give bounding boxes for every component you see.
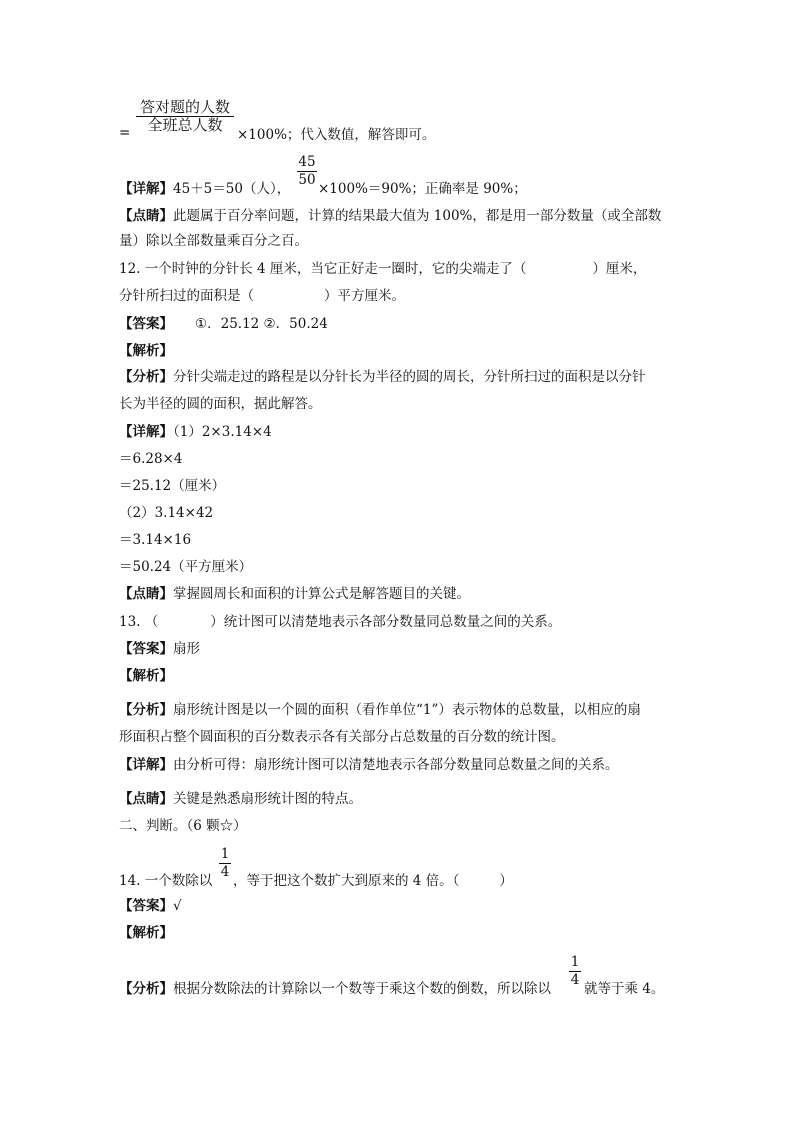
- label-text: 【分析】: [119, 981, 173, 997]
- fenxi-line: [119, 980, 551, 998]
- dianjing-line: [119, 790, 362, 808]
- label-text: 【详解】: [119, 181, 173, 197]
- label-text: 【点睛】: [119, 791, 173, 807]
- point-text: 此题属于百分率问题，计算的结果最大值为 100%，都是用一部分数量（或全部数: [173, 208, 662, 224]
- fraction-denominator: 4: [220, 864, 230, 880]
- fenxi-line-1: [119, 701, 641, 719]
- formula-equals: =: [119, 125, 131, 141]
- fraction-denominator: 全班总人数: [136, 116, 234, 134]
- fenxi-line-1: [119, 368, 646, 386]
- question-13-line: [119, 613, 561, 631]
- label-text: 【答案】: [119, 898, 173, 914]
- q12-text-a: 12. 一个时钟的分针长 4 厘米，当它正好走一圈时，它的尖端走了（: [119, 261, 527, 277]
- fraction-numerator: 45: [298, 154, 316, 170]
- xiangjie-text: 由分析可得：扇形统计图可以清楚地表示各部分数量同总数量之间的关系。: [173, 757, 619, 773]
- fenxi-line-2: 长为半径的圆的面积，据此解答。: [119, 396, 322, 412]
- analysis-label: 【解析】: [119, 668, 173, 684]
- answer-line: [119, 315, 328, 333]
- fraction-denominator: 50: [298, 172, 316, 188]
- q12-text-b: ）厘米，: [592, 261, 647, 277]
- analysis-label: 【解析】: [119, 343, 173, 359]
- section-heading: 二、判断。（6 颗☆）: [119, 818, 247, 834]
- label-text: 【分析】: [119, 702, 173, 718]
- q14-text-a: ，等于把这个数扩大到原来的 4 倍。（: [233, 873, 460, 889]
- dianjing-text: 关键是熟悉扇形统计图的特点。: [173, 791, 362, 807]
- xiangjie-line: [119, 756, 619, 774]
- answer-text: ①．25.12 ②．50.24: [195, 316, 328, 332]
- calc-step-5: ＝50.24（平方厘米）: [119, 559, 253, 575]
- label-text: 【详解】: [119, 757, 173, 773]
- fenxi-text: 扇形统计图是以一个圆的面积（看作单位“1”）表示物体的总数量，以相应的扇: [173, 702, 641, 718]
- calc-step-1: ＝6.28×4: [119, 451, 183, 467]
- calc-step-3: （2）3.14×42: [119, 505, 214, 521]
- fenxi-text: 根据分数除法的计算除以一个数等于乘这个数的倒数，所以除以: [173, 981, 551, 997]
- fraction-correct-over-total: [136, 99, 234, 134]
- fraction-numerator: 答对题的人数: [139, 98, 230, 116]
- fenxi-line-2: 形面积占整个圆面积的百分数表示各有关部分占总数量的百分数的统计图。: [119, 729, 565, 745]
- fraction-denominator: 4: [570, 972, 580, 988]
- label-text: 【点睛】: [119, 208, 173, 224]
- label-text: 【答案】: [119, 641, 173, 657]
- formula-suffix: ×100%；代入数值，解答即可。: [237, 127, 436, 143]
- q14-text-b: ）: [499, 873, 513, 889]
- fenxi-text: 分针尖端走过的路程是以分针长为半径的圆的周长，分针所扫过的面积是以分针: [173, 369, 646, 385]
- answer-text: √: [173, 898, 182, 914]
- label-text: 【详解】: [119, 424, 173, 440]
- calc-step-4: ＝3.14×16: [119, 532, 192, 548]
- question-12-line-2: [119, 287, 405, 305]
- dianjing-text: 掌握圆周长和面积的计算公式是解答题目的关键。: [173, 586, 470, 602]
- label-text: 【点睛】: [119, 586, 173, 602]
- calc-step-2: ＝25.12（厘米）: [119, 478, 226, 494]
- q13-text-a: 13. （: [119, 614, 159, 630]
- point-line-2: 量）除以全部数量乘百分之百。: [119, 233, 308, 249]
- answer-line: [119, 640, 200, 658]
- fraction-numerator: 1: [220, 846, 230, 862]
- xiangjie-text: （1）2×3.14×4: [173, 424, 272, 440]
- fraction-45-over-50: [297, 154, 317, 189]
- label-text: 【分析】: [119, 369, 173, 385]
- question-12-line-1: [119, 260, 646, 278]
- question-14-prefix: 14. 一个数除以: [119, 873, 213, 889]
- dianjing-line: [119, 585, 470, 603]
- question-14-suffix: [233, 872, 513, 890]
- q12-text-c: 分针所扫过的面积是（: [119, 288, 254, 304]
- fraction-numerator: 1: [570, 954, 580, 970]
- answer-line: [119, 897, 182, 915]
- detail-suffix: ×100%＝90%；正确率是 90%；: [318, 181, 527, 197]
- detail-label: [119, 180, 290, 198]
- q12-text-d: ）平方厘米。: [324, 288, 405, 304]
- fenxi-suffix: 就等于乘 4。: [584, 981, 665, 997]
- fraction-one-quarter: [569, 954, 581, 989]
- xiangjie-line: [119, 423, 272, 441]
- label-text: 【答案】: [119, 316, 173, 332]
- analysis-label: 【解析】: [119, 925, 173, 941]
- detail-text: 45＋5＝50（人），: [173, 181, 291, 197]
- q13-text-b: ）统计图可以清楚地表示各部分数量同总数量之间的关系。: [210, 614, 562, 630]
- point-line-1: [119, 207, 661, 225]
- fraction-one-quarter: [219, 846, 231, 881]
- answer-text: 扇形: [173, 641, 200, 657]
